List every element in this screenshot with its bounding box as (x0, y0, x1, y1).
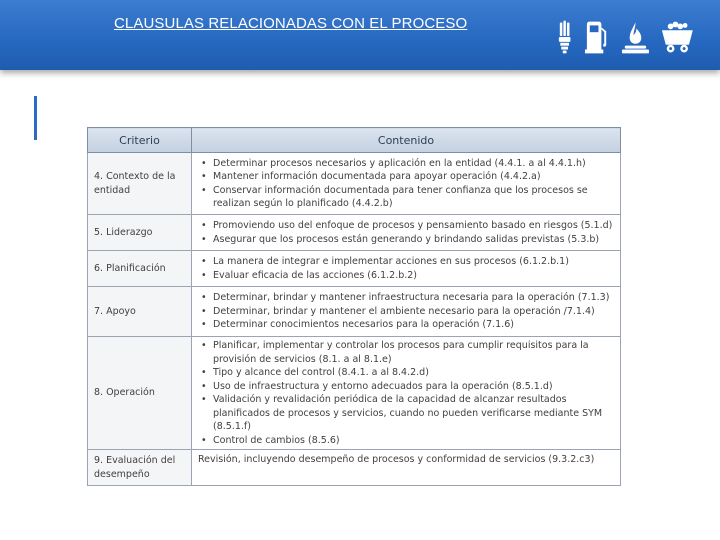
list-item: • Validación y revalidación periódica de la capacidad de alcanzar resultados planificados de procesos y servicios, cuando no pueden verificarse mediante SYM (8.5.1.f) (198, 393, 614, 434)
list-item: • Uso de infraestructura y entorno adecuados para la operación (8.5.1.d) (198, 380, 614, 394)
contenido-cell (192, 251, 621, 287)
criterio-cell: 4. Contexto de la entidad (88, 153, 192, 215)
list-item: • Determinar, brindar y mantener el ambiente necesario para la operación /7.1.4) (198, 305, 614, 319)
clauses-table (87, 127, 621, 486)
table-row (88, 215, 621, 251)
mine-cart-icon (660, 20, 695, 54)
energy-icons-group (555, 20, 695, 54)
contenido-cell (192, 215, 621, 251)
list-item: • Mantener información documentada para apoyar operación (4.4.2.a) (198, 170, 614, 184)
criterio-cell: 7. Apoyo (88, 287, 192, 337)
table-row (88, 337, 621, 450)
list-item: • Promoviendo uso del enfoque de procesos y pensamiento basado en riesgos (5.1.d) (198, 219, 614, 233)
table-header-row (88, 128, 621, 153)
list-item: • Determinar conocimientos necesarios para la operación (7.1.6) (198, 318, 614, 332)
criterio-cell: 6. Planificación (88, 251, 192, 287)
list-item: • Evaluar eficacia de las acciones (6.1.2.b.2) (198, 269, 614, 283)
header-criterio: Criterio (88, 128, 192, 153)
table-row (88, 153, 621, 215)
criterio-cell: 8. Operación (88, 337, 192, 450)
table-row (88, 287, 621, 337)
bulb-icon (555, 20, 574, 54)
title-bar (0, 0, 720, 70)
contenido-cell (192, 337, 621, 450)
table-row (88, 450, 621, 486)
list-item: • Asegurar que los procesos están generando y brindando salidas previstas (5.3.b) (198, 233, 614, 247)
list-item: • La manera de integrar e implementar acciones en sus procesos (6.1.2.b.1) (198, 255, 614, 269)
page-title: CLAUSULAS RELACIONADAS CON EL PROCESO (114, 15, 468, 32)
contenido-cell (192, 153, 621, 215)
fuel-pump-icon (584, 20, 611, 54)
contenido-text: Revisión, incluyendo desempeño de procesos y conformidad de servicios (9.3.2.c3) (198, 454, 595, 465)
list-item: • Conservar información documentada para tener confianza que los procesos se realizan según lo planificado (4.4.2.b) (198, 184, 614, 211)
gas-flame-icon (621, 20, 650, 54)
contenido-cell (192, 287, 621, 337)
list-item: • Determinar, brindar y mantener infraestructura necesaria para la operación (7.1.3) (198, 291, 614, 305)
side-accent-bar (34, 96, 37, 140)
list-item: • Planificar, implementar y controlar los procesos para cumplir requisitos para la provisión de servicios (8.1. a al 8.1.e) (198, 339, 614, 366)
header-contenido: Contenido (192, 128, 621, 153)
list-item: • Determinar procesos necesarios y aplicación en la entidad (4.4.1. a al 4.4.1.h) (198, 157, 614, 171)
criterio-cell: 9. Evaluación del desempeño (88, 450, 192, 486)
list-item: • Tipo y alcance del control (8.4.1. a al 8.4.2.d) (198, 366, 614, 380)
list-item: • Control de cambios (8.5.6) (198, 434, 614, 448)
criterio-cell: 5. Liderazgo (88, 215, 192, 251)
table-row (88, 251, 621, 287)
contenido-cell (192, 450, 621, 486)
